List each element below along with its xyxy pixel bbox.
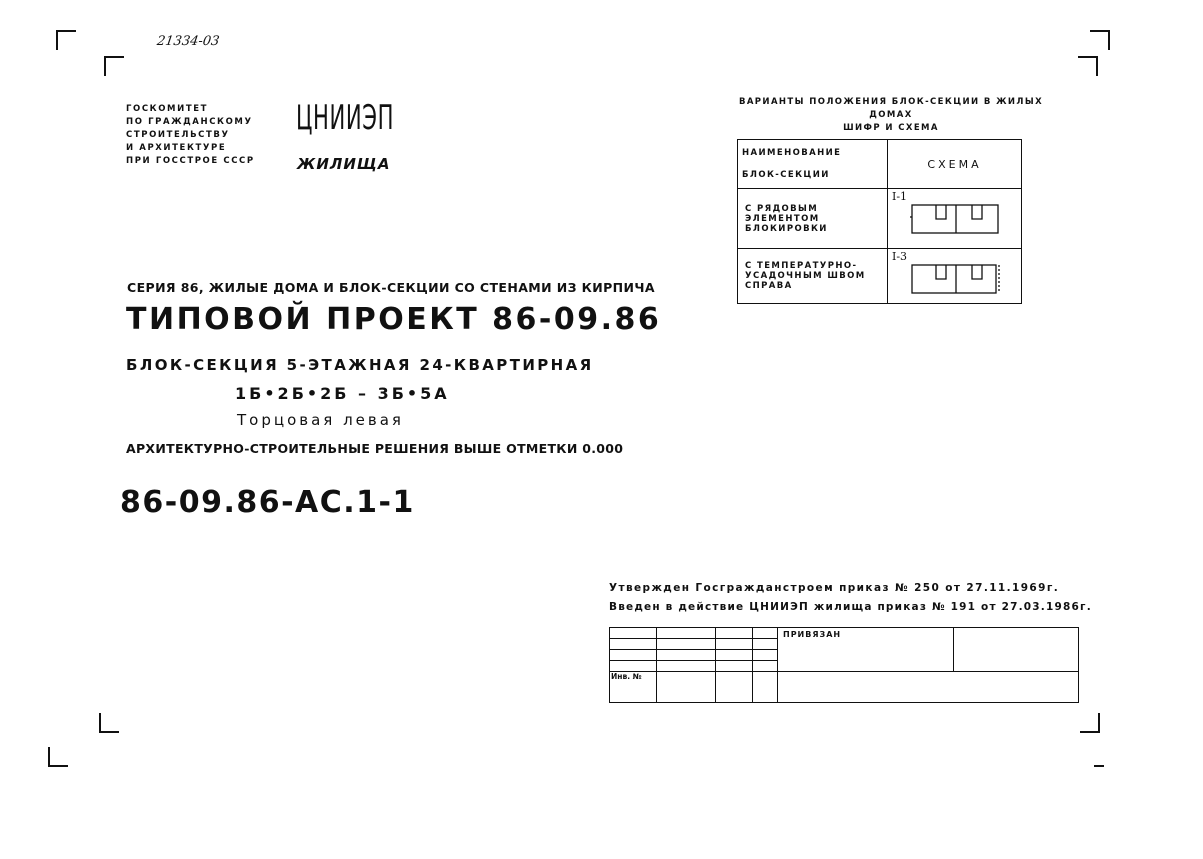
org-line: ГОСКОМИТЕТ bbox=[126, 104, 209, 114]
stamp-cell bbox=[753, 661, 778, 672]
variants-table-caption bbox=[716, 96, 1066, 135]
row-name-line: УСАДОЧНЫМ ШВОМ bbox=[745, 271, 866, 281]
row-name-line: СПРАВА bbox=[745, 281, 793, 291]
crop-mark-bottom-left-inner bbox=[99, 713, 119, 733]
header-name-cell bbox=[738, 140, 888, 189]
series-line: СЕРИЯ 86, ЖИЛЫЕ ДОМА И БЛОК-СЕКЦИИ СО СТЕНАМИ ИЗ КИРПИЧА bbox=[127, 280, 655, 295]
stamp-cell bbox=[716, 628, 753, 639]
stamp-cell bbox=[657, 661, 716, 672]
row-name-line: БЛОКИРОВКИ bbox=[745, 223, 828, 234]
caption-line: ШИФР И СХЕМА bbox=[843, 123, 939, 133]
institute-logo: ЦНИИЭП bbox=[296, 98, 395, 138]
scheme-code: I-1 bbox=[892, 190, 908, 203]
crop-mark-top-right-inner bbox=[1078, 56, 1098, 76]
row-scheme-cell bbox=[888, 189, 1022, 249]
row-name-line: ЭЛЕМЕНТОМ bbox=[745, 213, 820, 224]
stamp-cell bbox=[610, 639, 657, 650]
handwritten-note: 21334-03 bbox=[155, 34, 221, 49]
section-variant: Торцовая левая bbox=[237, 411, 404, 429]
stamp-cell bbox=[657, 672, 716, 703]
stamp-cell bbox=[657, 639, 716, 650]
row-name-cell bbox=[738, 249, 888, 304]
table-row bbox=[738, 189, 1022, 249]
org-line: СТРОИТЕЛЬСТВУ bbox=[126, 130, 230, 140]
variants-table bbox=[737, 139, 1022, 304]
header-name-line: БЛОК-СЕКЦИИ bbox=[742, 170, 830, 180]
stamp-row bbox=[610, 672, 1079, 703]
document-code: 86-09.86-АС.1-1 bbox=[120, 485, 415, 520]
stamp-cell bbox=[778, 672, 1079, 703]
organization-name bbox=[126, 103, 255, 168]
crop-mark-bottom-right bbox=[1094, 765, 1104, 767]
stamp-cell bbox=[657, 628, 716, 639]
stamp-cell bbox=[610, 628, 657, 639]
stamp-cell bbox=[610, 661, 657, 672]
block-section-description: БЛОК-СЕКЦИЯ 5-ЭТАЖНАЯ 24-КВАРТИРНАЯ bbox=[126, 356, 594, 374]
stamp-cell bbox=[954, 628, 1079, 672]
table-row bbox=[738, 249, 1022, 304]
stamp-cell bbox=[716, 672, 753, 703]
crop-mark-bottom-left bbox=[48, 747, 68, 767]
table-header-row bbox=[738, 140, 1022, 189]
crop-mark-bottom-right-inner bbox=[1080, 713, 1100, 733]
stamp-cell bbox=[753, 650, 778, 661]
row-name-line: С РЯДОВЫМ bbox=[745, 203, 819, 214]
enactment-line: Введен в действие ЦНИИЭП жилища приказ № 191 от 27.03.1986г. bbox=[609, 601, 1092, 613]
row-name-cell bbox=[738, 189, 888, 249]
crop-mark-top-right bbox=[1090, 30, 1110, 50]
stamp-row bbox=[610, 628, 1079, 639]
row-scheme-cell bbox=[888, 249, 1022, 304]
approval-line: Утвержден Госгражданстроем приказ № 250 от 27.11.1969г. bbox=[609, 582, 1060, 594]
decisions-line: АРХИТЕКТУРНО-СТРОИТЕЛЬНЫЕ РЕШЕНИЯ ВЫШЕ ОТМЕТКИ 0.000 bbox=[126, 441, 624, 456]
linked-label-cell: ПРИВЯЗАН bbox=[778, 628, 954, 672]
crop-mark-top-left bbox=[56, 30, 76, 50]
crop-mark-top-left-inner bbox=[104, 56, 124, 76]
stamp-cell bbox=[716, 661, 753, 672]
header-scheme-cell: СХЕМА bbox=[888, 140, 1022, 189]
linking-stamp bbox=[609, 627, 1079, 703]
stamp-cell bbox=[753, 639, 778, 650]
scheme-code: I-3 bbox=[892, 250, 908, 263]
stamp-cell bbox=[716, 650, 753, 661]
stamp-cell bbox=[753, 628, 778, 639]
stamp-cell bbox=[610, 650, 657, 661]
stamp-cell bbox=[716, 639, 753, 650]
header-name-line: НАИМЕНОВАНИЕ bbox=[742, 148, 842, 158]
stamp-cell bbox=[657, 650, 716, 661]
org-line: ПО ГРАЖДАНСКОМУ bbox=[126, 117, 253, 127]
stamp-cell bbox=[753, 672, 778, 703]
row-name-line: С ТЕМПЕРАТУРНО- bbox=[745, 261, 858, 271]
scheme-ordinary-block-diagram bbox=[910, 203, 1002, 237]
project-title: ТИПОВОЙ ПРОЕКТ 86-09.86 bbox=[126, 302, 662, 337]
scheme-expansion-joint-diagram bbox=[910, 263, 1002, 297]
org-line: ПРИ ГОССТРОЕ СССР bbox=[126, 156, 255, 166]
institute-logo-subtitle: ЖИЛИЩА bbox=[297, 155, 391, 173]
caption-line: ВАРИАНТЫ ПОЛОЖЕНИЯ БЛОК-СЕКЦИИ В ЖИЛЫХ ДОМАХ bbox=[738, 97, 1044, 120]
org-line: И АРХИТЕКТУРЕ bbox=[126, 143, 227, 153]
apartment-types: 1Б•2Б•2Б – 3Б•5А bbox=[235, 384, 450, 403]
inventory-label: Инв. № bbox=[610, 672, 657, 703]
